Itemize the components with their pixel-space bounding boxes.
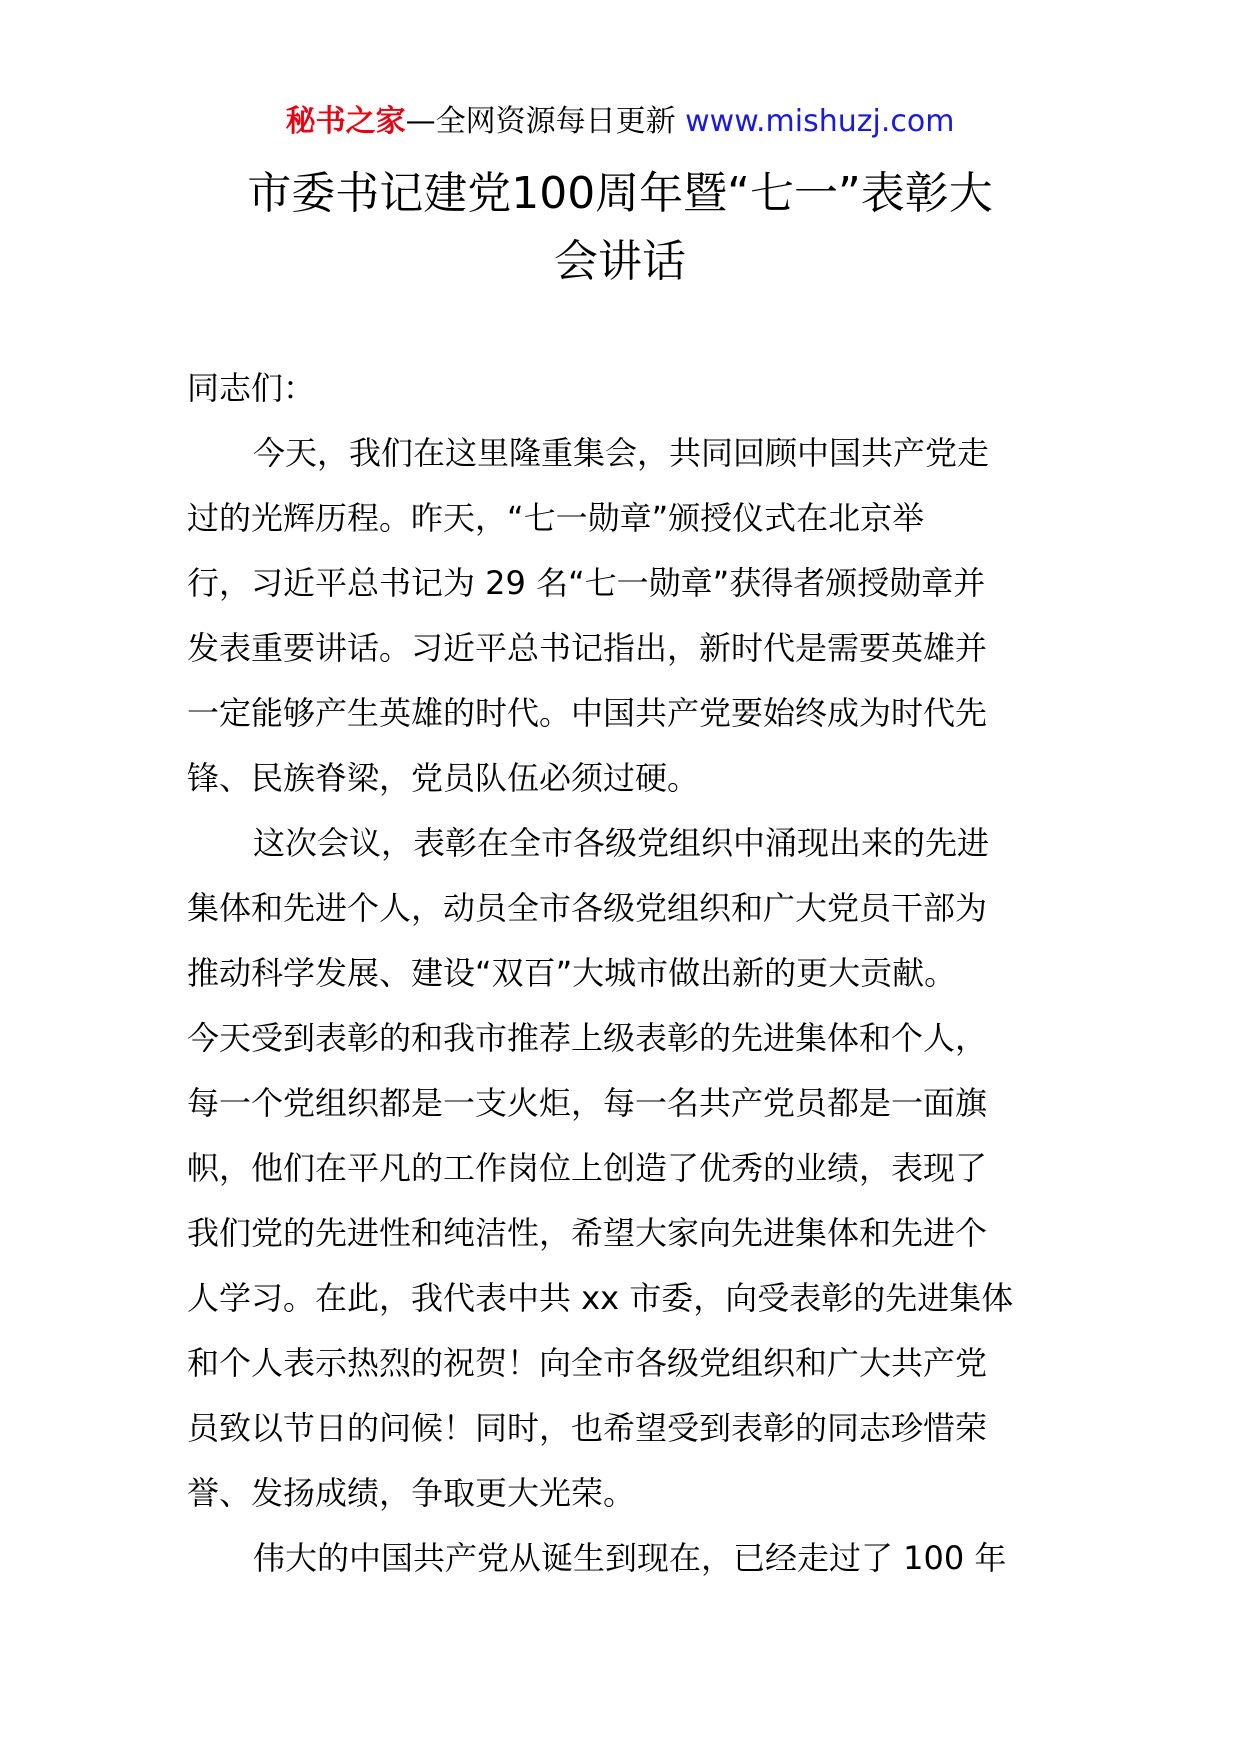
paragraph-line: 每一个党组织都是一支火炬，每一名共产党员都是一面旗 bbox=[187, 1084, 988, 1122]
paragraph-line: 伟大的中国共产党从诞生到现在，已经走过了 100 年 bbox=[253, 1539, 1007, 1577]
paragraph-line: 推动科学发展、建设“双百”大城市做出新的更大贡献。 bbox=[187, 954, 957, 992]
paragraph-line: 今天，我们在这里隆重集会，共同回顾中国共产党走 bbox=[253, 434, 990, 472]
paragraph-line: 锋、民族脊梁，党员队伍必须过硬。 bbox=[187, 759, 700, 797]
site-header bbox=[0, 102, 1240, 142]
paragraph-line: 誉、发扬成绩，争取更大光荣。 bbox=[187, 1474, 636, 1512]
paragraph-2 bbox=[187, 811, 1053, 1526]
paragraph-line: 人学习。在此，我代表中共 xx 市委，向受表彰的先进集体 bbox=[187, 1279, 1014, 1317]
paragraph-line: 我们党的先进性和纯洁性，希望大家向先进集体和先进个 bbox=[187, 1214, 988, 1252]
paragraph-line: 发表重要讲话。习近平总书记指出，新时代是需要英雄并 bbox=[187, 629, 988, 667]
document-body bbox=[187, 356, 1053, 1591]
header-tagline: —全网资源每日更新 bbox=[405, 104, 676, 139]
paragraph-1 bbox=[187, 421, 1053, 811]
title-line-2: 会讲话 bbox=[554, 236, 686, 287]
paragraph-line: 这次会议，表彰在全市各级党组织中涌现出来的先进 bbox=[253, 824, 990, 862]
brand-name: 秘书之家 bbox=[285, 104, 406, 139]
paragraph-line: 员致以节日的问候！同时，也希望受到表彰的同志珍惜荣 bbox=[187, 1409, 988, 1447]
paragraph-line: 集体和先进个人，动员全市各级党组织和广大党员干部为 bbox=[187, 889, 988, 927]
paragraph-line: 一定能够产生英雄的时代。中国共产党要始终成为时代先 bbox=[187, 694, 988, 732]
document-title bbox=[190, 160, 1050, 296]
site-url-link[interactable]: www.mishuzj.com bbox=[685, 104, 955, 139]
paragraph-line: 今天受到表彰的和我市推荐上级表彰的先进集体和个人， bbox=[187, 1019, 988, 1057]
paragraph-line: 和个人表示热烈的祝贺！向全市各级党组织和广大共产党 bbox=[187, 1344, 988, 1382]
paragraph-line: 过的光辉历程。昨天，“七一勋章”颁授仪式在北京举 bbox=[187, 499, 925, 537]
paragraph-3 bbox=[187, 1526, 1053, 1591]
paragraph-line: 帜，他们在平凡的工作岗位上创造了优秀的业绩，表现了 bbox=[187, 1149, 988, 1187]
paragraph-line: 行，习近平总书记为 29 名“七一勋章”获得者颁授勋章并 bbox=[187, 564, 986, 602]
title-line-1: 市委书记建党100周年暨“七一”表彰大 bbox=[247, 168, 993, 219]
salutation: 同志们： bbox=[187, 369, 316, 407]
